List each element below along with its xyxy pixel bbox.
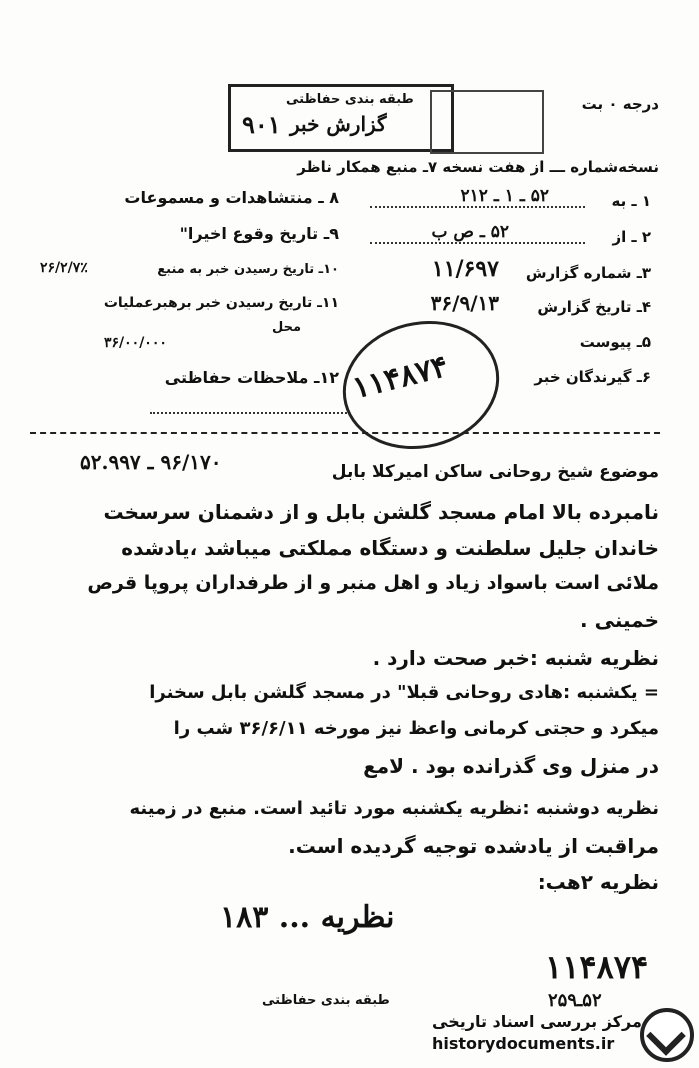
report-title: گزارش خبر [290, 112, 387, 136]
field-place-label: محل [271, 320, 301, 335]
body-line-6: = یکشنبه :هادی روحانی قبلا" در مسجد گلشن بابل سخنرا [149, 682, 659, 703]
body-line-2: خاندان جلیل سلطنت و دستگاه مملکتی میباشد ،یادشده [121, 536, 659, 560]
field-recipients-label: ۶ـ گیرندگان خبر [534, 368, 651, 386]
watermark-name: مرکز بررسی اسناد تاریخی [432, 1012, 642, 1031]
header-divider [30, 432, 660, 434]
field-event-date-label: ۹ـ تاریخ وقوع اخیرا" [179, 224, 339, 243]
classification-top: طبقه بندی حفاظتی [286, 92, 414, 107]
body-line-3: ملائی است باسواد زیاد و اهل منبر و از طرفداران پروپا قرص [87, 572, 659, 594]
subject-annotation: ۹۶/۱۷۰ ـ ۵۲.۹۹۷ [80, 450, 222, 474]
copies-line: نسخه‌شماره ـــ از هفت نسخه ۷ـ منبع همکار ناظر [297, 158, 659, 176]
dotline-to [370, 206, 585, 208]
field-from-value: ۵۲ ـ ص ب [431, 222, 509, 242]
field-security-notes-label: ۱۲ـ ملاحظات حفاظتی [164, 368, 339, 387]
handwritten-signature: نظریه ... ۱۸۳ [220, 900, 395, 935]
history-documents-logo-icon [640, 1008, 694, 1062]
field-attachment-label: ۵ـ پیوست [579, 333, 651, 351]
body-line-4: خمینی . [580, 608, 659, 632]
bottom-number: ۱۱۴۸۷۴ [545, 948, 649, 986]
body-line-10: مراقبت از یادشده توجیه گردیده است. [288, 834, 659, 858]
field-report-date-label: ۴ـ تاریخ گزارش [537, 298, 651, 316]
field-observations-label: ۸ ـ منتشاهدات و مسموعات [124, 188, 339, 207]
body-line-8: در منزل وی گذرانده بود . لامع [363, 754, 659, 778]
field-to-value: ۵۲ ـ ۱ ـ ۲۱۲ [460, 186, 549, 206]
field-source-date-label: ۱۰ـ تاریخ رسیدن خبر به منبع [157, 262, 339, 277]
field-report-date-value: ۳۶/۹/۱۳ [430, 291, 499, 315]
field-from-label: ۲ ـ از [612, 228, 651, 246]
body-line-11: نظریه ۲هب: [537, 870, 659, 894]
field-ops-date-label: ۱۱ـ تاریخ رسیدن خبر برهبرعملیات [103, 295, 339, 311]
degree-label: درجه ۰ بت [581, 95, 659, 113]
dotline-from [370, 242, 585, 244]
body-line-1: نامبرده بالا امام مسجد گلشن بابل و از دشمنان سرسخت [103, 500, 659, 524]
field-report-number-label: ۳ـ شماره گزارش [525, 264, 651, 282]
secondary-stamp-box [430, 90, 544, 154]
field-source-date-value: ۲۶/۲/۷٪ [40, 260, 88, 276]
subject-line: موضوع شیخ روحانی ساکن امیرکلا بابل [331, 462, 659, 482]
classification-bottom: طبقه بندی حفاظتی [262, 993, 390, 1008]
body-line-9: نظریه دوشنبه :نظریه یکشنبه مورد تائید است. منبع در زمینه [129, 798, 659, 819]
field-report-number-value: ۱۱/۶۹۷ [431, 256, 499, 282]
field-to-label: ۱ ـ به [611, 192, 651, 210]
field-place-value: ۳۶/۰۰/۰۰۰ [104, 335, 167, 351]
circular-stamp-number: ۱۱۴۸۷۴ [349, 348, 452, 407]
body-line-5: نظریه شنبه :خبر صحت دارد . [372, 646, 659, 670]
watermark-url: historydocuments.ir [432, 1034, 615, 1053]
stamp-number: ۹۰۱ [242, 110, 281, 139]
bottom-code: ۵۲ـ۲۵۹ [548, 990, 602, 1011]
body-line-7: میکرد و حجتی کرمانی واعظ نیز مورخه ۳۶/۶/۱۱ شب را [173, 718, 659, 739]
dotline-recipients [150, 412, 350, 414]
